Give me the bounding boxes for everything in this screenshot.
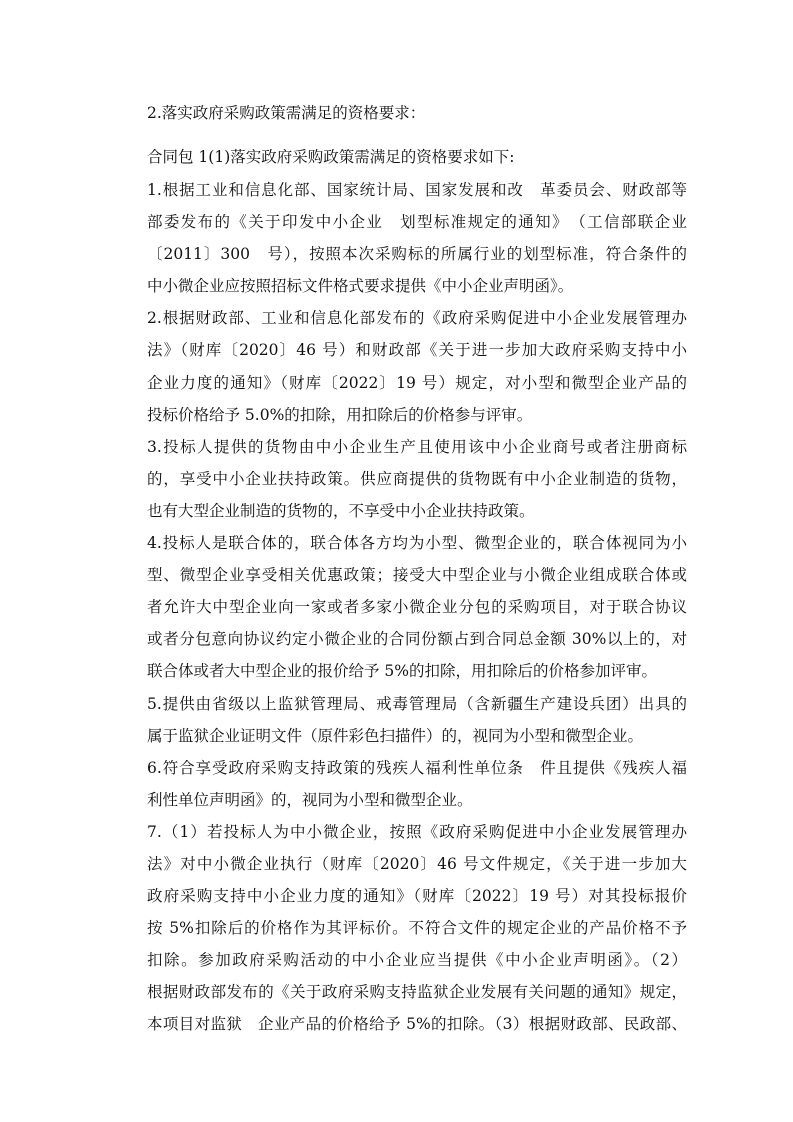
text-line: 政府采购支持中小企业力度的通知》（财库〔2022〕19 号）对其投标报价 <box>147 887 687 906</box>
text-line: 的，享受中小企业扶持政策。供应商提供的货物既有中小企业制造的货物， <box>147 469 687 488</box>
intro-line: 合同包 1(1)落实政府采购政策需满足的资格要求如下: <box>147 148 515 166</box>
text-line: 法》对中小微企业执行（财库〔2020〕46 号文件规定，《关于进一步加大 <box>147 854 687 873</box>
text-line: 型、微型企业享受相关优惠政策；接受大中型企业与小微企业组成联合体或 <box>147 566 687 585</box>
text-line: 企业力度的通知》（财库〔2022〕19 号）规定，对小型和微型企业产品的 <box>147 373 687 392</box>
text-line: 联合体或者大中型企业的报价给予 5%的扣除，用扣除后的价格参加评审。 <box>147 662 658 681</box>
text-line: 〔2011〕300 号），按照本次采购标的所属行业的划型标准，符合条件的 <box>147 245 687 264</box>
text-line: 7.（1）若投标人为中小微企业，按照《政府采购促进中小企业发展管理办 <box>147 822 687 841</box>
text-line: 投标价格给予 5.0%的扣除，用扣除后的价格参与评审。 <box>147 405 533 424</box>
text-line: 6.符合享受政府采购支持政策的残疾人福利性单位条 件且提供《残疾人福 <box>147 758 687 777</box>
text-line: 2.根据财政部、工业和信息化部发布的《政府采购促进中小企业发展管理办 <box>147 309 687 328</box>
text-line: 扣除。参加政府采购活动的中小企业应当提供《中小企业声明函》。（2） <box>147 951 687 970</box>
document-body <box>147 96 687 1041</box>
text-line: 5.提供由省级以上监狱管理局、戒毒管理局（含新疆生产建设兵团）出具的 <box>147 694 687 713</box>
text-line: 属于监狱企业证明文件（原件彩色扫描件）的，视同为小型和微型企业。 <box>147 726 644 745</box>
text-line: 利性单位声明函》的，视同为小型和微型企业。 <box>147 790 473 809</box>
text-line: 也有大型企业制造的货物的，不享受中小企业扶持政策。 <box>147 501 535 520</box>
text-line: 按 5%扣除后的价格作为其评标价。不符合文件的规定企业的产品价格不予 <box>147 919 687 938</box>
text-line: 4.投标人是联合体的，联合体各方均为小型、微型企业的，联合体视同为小 <box>147 534 687 553</box>
text-line: 根据财政部发布的《关于政府采购支持监狱企业发展有关问题的通知》规定， <box>147 983 687 1002</box>
text-line: 者允许大中型企业向一家或者多家小微企业分包的采购项目，对于联合协议 <box>147 598 687 617</box>
text-line: 1.根据工业和信息化部、国家统计局、国家发展和改 革委员会、财政部等 <box>147 181 687 199</box>
text-line: 中小微企业应按照招标文件格式要求提供《中小企业声明函》。 <box>147 277 574 296</box>
section-heading: 2.落实政府采购政策需满足的资格要求： <box>147 104 426 122</box>
text-line: 本项目对监狱 企业产品的价格给予 5%的扣除。（3）根据财政部、民政部、 <box>147 1015 687 1034</box>
text-line: 或者分包意向协议约定小微企业的合同份额占到合同总金额 30%以上的，对 <box>147 630 687 649</box>
text-line: 法》（财库〔2020〕46 号）和财政部《关于进一步加大政府采购支持中小 <box>147 341 687 360</box>
text-line: 部委发布的《关于印发中小企业 划型标准规定的通知》 （工信部联企业 <box>147 213 687 232</box>
text-line: 3.投标人提供的货物由中小企业生产且使用该中小企业商号或者注册商标 <box>147 437 687 456</box>
